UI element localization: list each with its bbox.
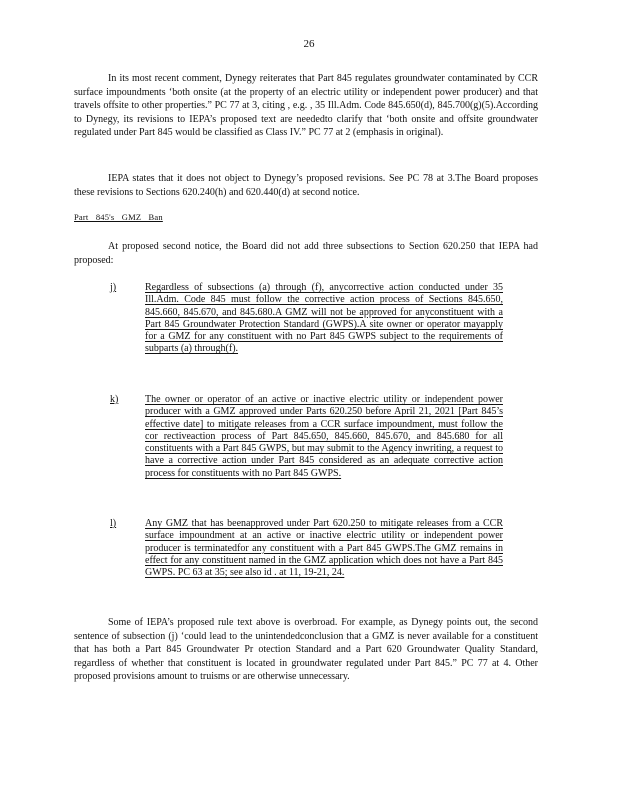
subsection-label: j): [110, 282, 117, 293]
page-number: 26: [303, 38, 315, 50]
subsection-text: The owner or operator of an active or inactive electric utility or independent power producer with a GMZ approved under Parts 620.250 before April 21, 2021 [Part 845’s effective date] to mitigate releases from a CCR surface impoundment, must follow the cor rectiveaction process of Part 845.650, 845.660, 845.670, and 845.680 for all constituents with a Part 845 GWPS, but may submit to the Agency inwriting, a request to have a corrective action under Part 845 considered as an adequate corrective action process for constituents with no Part 845 GWPS.: [145, 394, 503, 479]
subsection-label: l): [110, 518, 117, 529]
subsection-text: Any GMZ that has beenapproved under Part 620.250 to mitigate releases from a CCR surface impoundment at an active or inactive electric utility or independent power producer is terminatedfor any constituent with a Part 845 GWPS.The GMZ remains in effect for any constituent named in the GMZ application which does not have a Part 845 GWPS. PC 63 at 35; see also id . at 11, 19-21, 24.: [145, 518, 503, 579]
paragraph-overbroad: Some of IEPA’s proposed rule text above is overbroad. For example, as Dynegy points out, the second sentence of subsection (j) ‘could lead to the unintendedconclusion that a GMZ is never available for a constituent that has both a Part 845 Groundwater Pr otection Standard and a Part 620 Groundwater Quality Standard, regardless of whether that constituent is located in groundwater regulated under Part 845.” PC 77 at 4. Other proposed provisions amount to truisms or are otherwise unnecessary.: [74, 617, 538, 682]
subsection-label: k): [110, 394, 119, 405]
subsection-text: Regardless of subsections (a) through (f), anycorrective action conducted under 35 Ill.Adm. Code 845 must follow the corrective action process of Sections 845.650, 845.660, 845.670, and 845.680.A GMZ will not be approved for anyconstituent with a Part 845 Groundwater Protection Standard (GWPS).A site owner or operator mayapply for a GMZ for any constituent with no Part 845 GWPS subject to the requirements of subparts (a) through(f).: [145, 282, 503, 355]
paragraph-dynegy-comment: In its most recent comment, Dynegy reiterates that Part 845 regulates groundwater contaminated by CCR surface impoundments ‘both onsite (at the property of an electric utility or independent power producer) and that travels offsite to other properties.” PC 77 at 3, citing , e.g. , 35 Ill.Adm. Code 845.650(d), 845.700(g)(5).According to Dynegy, its revisions to IEPA’s proposed text are neededto clarify that ‘both onsite and offsite groundwater regulated under Part 845 would be classified as Class IV.” PC 77 at 2 (emphasis in original).: [74, 73, 538, 138]
section-heading: Part 845's GMZ Ban: [74, 212, 163, 222]
paragraph-proposed-subsections: At proposed second notice, the Board did not add three subsections to Section 620.250 that IEPA had proposed:: [74, 241, 538, 266]
paragraph-iepa-response: IEPA states that it does not object to Dynegy’s proposed revisions. See PC 78 at 3.The Board proposes these revisions to Sections 620.240(h) and 620.440(d) at second notice.: [74, 173, 538, 198]
